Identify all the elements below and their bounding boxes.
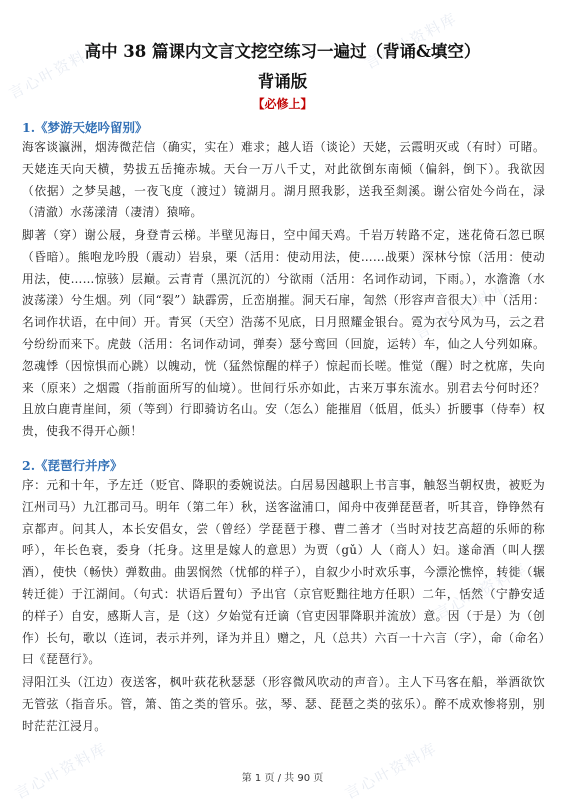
paragraph: 序：元和十年，予左迁（贬官、降职的委婉说法。白居易因越职上书言事，触怒当朝权贵，被贬为江州司马）九江郡司马。明年（第二年）秋，送客湓浦口，闻舟中夜弹琵琶者，听其音，铮铮然有京都声。问其人，本长安倡女，尝（曾经）学琵琶于穆、曹二善才（当时对技艺高超的乐师的称呼），年长色衰，委身（托身。这里是嫁人的意思）为贾（gǔ）人（商人）妇。遂命酒（叫人摆酒），使快（畅快）弹数曲。曲罢悯然（忧郁的样子），自叙少小时欢乐事，今漂沦憔悴，转徙（辗转迁徙）于江湖间。（句式：状语后置句）予出官（京官贬黜往地方任职）二年，恬然（宁静安适的样子）自安，感斯人言，是（这）夕始觉有迁谪（官吏因罪降职并流放）意。因（于是）为（创作）长句，歌以（连词，表示并列，译为并且）赠之，凡（总共）六百一十六言（字），命（命名）曰《琵琶行》。	[22, 478, 545, 667]
watermark: 言心叶资料库	[361, 9, 461, 73]
paragraph: 海客谈瀛洲，烟涛微茫信（确实，实在）难求；越人语（谈论）天姥，云霞明灭或（有时）可睹。天姥连天向天横，势拔五岳掩赤城。天台一万八千丈，对此欲倒东南倾（偏斜，倒下）。我欲因（依据）之梦吴越，一夜飞度（渡过）镜湖月。湖月照我影，送我至剡溪。谢公宿处今尚在，渌（清澈）水荡漾清（凄清）猿啼。	[22, 140, 545, 220]
paragraph: 浔阳江头（江边）夜送客，枫叶荻花秋瑟瑟（形容微风吹动的声音）。主人下马客在船，举酒欲饮无管弦（指音乐。管，箫、笛之类的管乐。弦，琴、瑟、琵琶之类的弦乐）。醉不成欢惨将别，别时茫茫江浸月。	[22, 675, 545, 733]
section-tag: 【必修上】	[252, 97, 313, 111]
watermark: 言心叶资料库	[5, 39, 105, 103]
document-subtitle: 背诵版	[257, 72, 308, 91]
watermark: 言心叶资料库	[431, 559, 531, 623]
document-title: 高中 38 篇课内文言文挖空练习一遍过（背诵&填空）	[84, 42, 481, 61]
watermark: 言心叶资料库	[411, 279, 511, 343]
watermark: 言心叶资料库	[341, 739, 441, 803]
watermark: 言心叶资料库	[11, 739, 111, 803]
section-heading: 1.《梦游天姥吟留别》	[22, 120, 148, 135]
paragraph: 脚著（穿）谢公屐，身登青云梯。半壁见海日，空中闻天鸡。千岩万转路不定，迷花倚石忽已暝（昏暗）。熊咆龙吟殷（震动）岩泉，栗（活用：使动用法，使……战栗）深林兮惊（活用：使动用法，使……惊骇）层巅。云青青（黑沉沉的）兮欲雨（活用：名词作动词，下雨。），水澹澹（水波荡漾）兮生烟。列（同“裂”）缺霹雳，丘峦崩摧。洞天石扉，訇然（形容声音很大）中（活用：名词作状语，在中间）开。青冥（天空）浩荡不见底，日月照耀金银台。霓为衣兮风为马，云之君兮纷纷而来下。虎鼓（活用：名词作动词，弹奏）瑟兮鸾回（回旋，运转）车，仙之人兮列如麻。忽魂悸（因惊惧而心跳）以魄动，恍（猛然惊醒的样子）惊起而长嗟。惟觉（醒）时之枕席，失向来（原来）之烟霞（指前面所写的仙境）。世间行乐亦如此，古来万事东流水。别君去兮何时还？且放白鹿青崖间，须（等到）行即骑访名山。安（怎么）能摧眉（低眉，低头）折腰事（侍奉）权贵，使我不得开心颜！	[22, 228, 545, 439]
section-heading: 2.《琵琶行并序》	[22, 458, 123, 473]
page-number: 第 1 页 / 共 90 页	[241, 773, 324, 784]
